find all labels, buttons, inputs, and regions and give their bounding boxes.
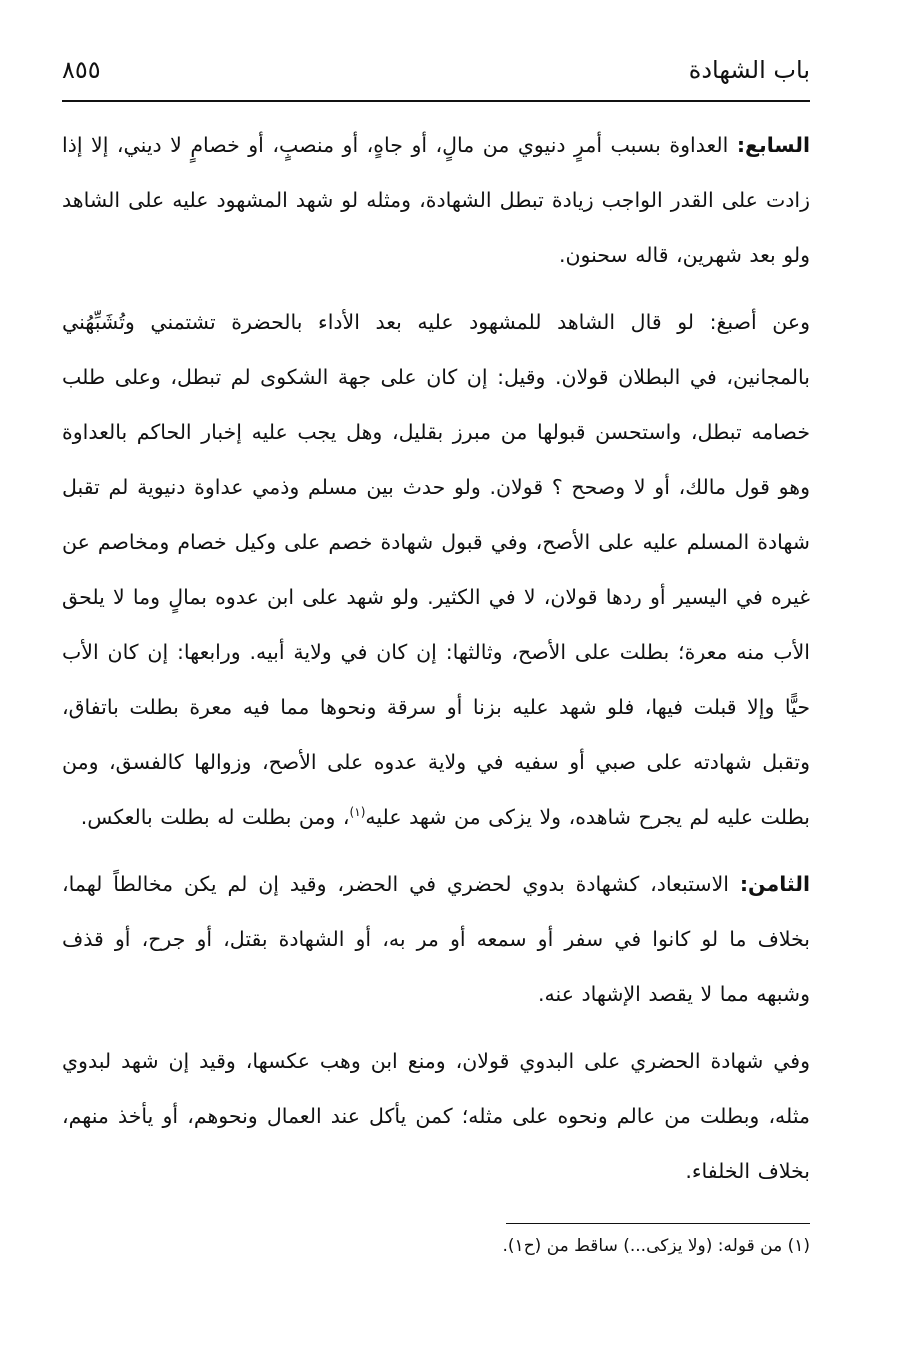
paragraph-text: الاستبعاد، كشهادة بدوي لحضري في الحضر، وقيد إن لم يكن مخالطاً لهما، بخلاف ما لو كانوا في سفر أو سمعه أو مر به، أو الشهادة بقتل، أو جرح، أو قذف وشبهه مما لا يقصد الإشهاد عنه. — [62, 872, 810, 1006]
footnote: (١) من قوله: (ولا يزكى...) ساقط من (ح١). — [502, 1236, 810, 1256]
footnote-marker[interactable]: (١) — [349, 805, 366, 820]
paragraph-lead: الثامن: — [739, 872, 810, 896]
body-text — [62, 118, 810, 1211]
paragraph-text: وفي شهادة الحضري على البدوي قولان، ومنع ابن وهب عكسها، وقيد إن شهد لبدوي مثله، وبطلت من عالم ونحوه على مثله؛ كمن يأكل عند العمال ونحوهم، أو يأخذ منهم، بخلاف الخلفاء. — [62, 1049, 810, 1183]
paragraph-asbagh — [62, 295, 810, 845]
paragraph-seventh — [62, 118, 810, 283]
header-divider — [62, 100, 810, 102]
paragraph-hadari — [62, 1034, 810, 1199]
paragraph-text: العداوة بسبب أمرٍ دنيوي من مالٍ، أو جاهٍ، أو منصبٍ، أو خصامٍ لا ديني، إلا إذا زادت على القدر الواجب زيادة تبطل الشهادة، ومثله لو شهد المشهود عليه على الشاهد ولو بعد شهرين، قاله سحنون. — [62, 133, 810, 267]
footnote-divider — [506, 1223, 810, 1224]
paragraph-lead: السابع: — [736, 133, 810, 157]
paragraph-text-continued: ، ومن بطلت له بطلت بالعكس. — [80, 805, 350, 829]
paragraph-eighth — [62, 857, 810, 1022]
paragraph-text: وعن أصبغ: لو قال الشاهد للمشهود عليه بعد الأداء بالحضرة تشتمني وتُشَبِّهُني بالمجانين، في البطلان قولان. وقيل: إن كان على جهة الشكوى لم تبطل، وعلى طلب خصامه تبطل، واستحسن قبولها من مبرز بقليل، وهل يجب عليه إخبار الحاكم بالعداوة وهو قول مالك، أو لا وصحح ؟ قولان. ولو حدث بين مسلم وذمي عداوة دنيوية لم تقبل شهادة المسلم عليه على الأصح، وفي قبول شهادة خصم على وكيل خصام ومخاصم عن غيره في اليسير أو ردها قولان، لا في الكثير. ولو شهد على ابن عدوه بمالٍ وما لا يلحق الأب منه معرة؛ بطلت على الأصح، وثالثها: إن كان في ولاية أبيه. ورابعها: إن كان الأب حيًّا وإلا قبلت فيها، فلو شهد عليه بزنا أو سرقة ونحوها مما فيه معرة بطلت باتفاق، وتقبل شهادته على صبي أو سفيه في ولاية عدوه على الأصح، وزوالها كالفسق، ومن بطلت عليه لم يجرح شاهده، ولا يزكى من شهد عليه — [62, 310, 810, 829]
running-header-title: باب الشهادة — [688, 56, 810, 84]
page-number: ٨٥٥ — [62, 56, 101, 84]
